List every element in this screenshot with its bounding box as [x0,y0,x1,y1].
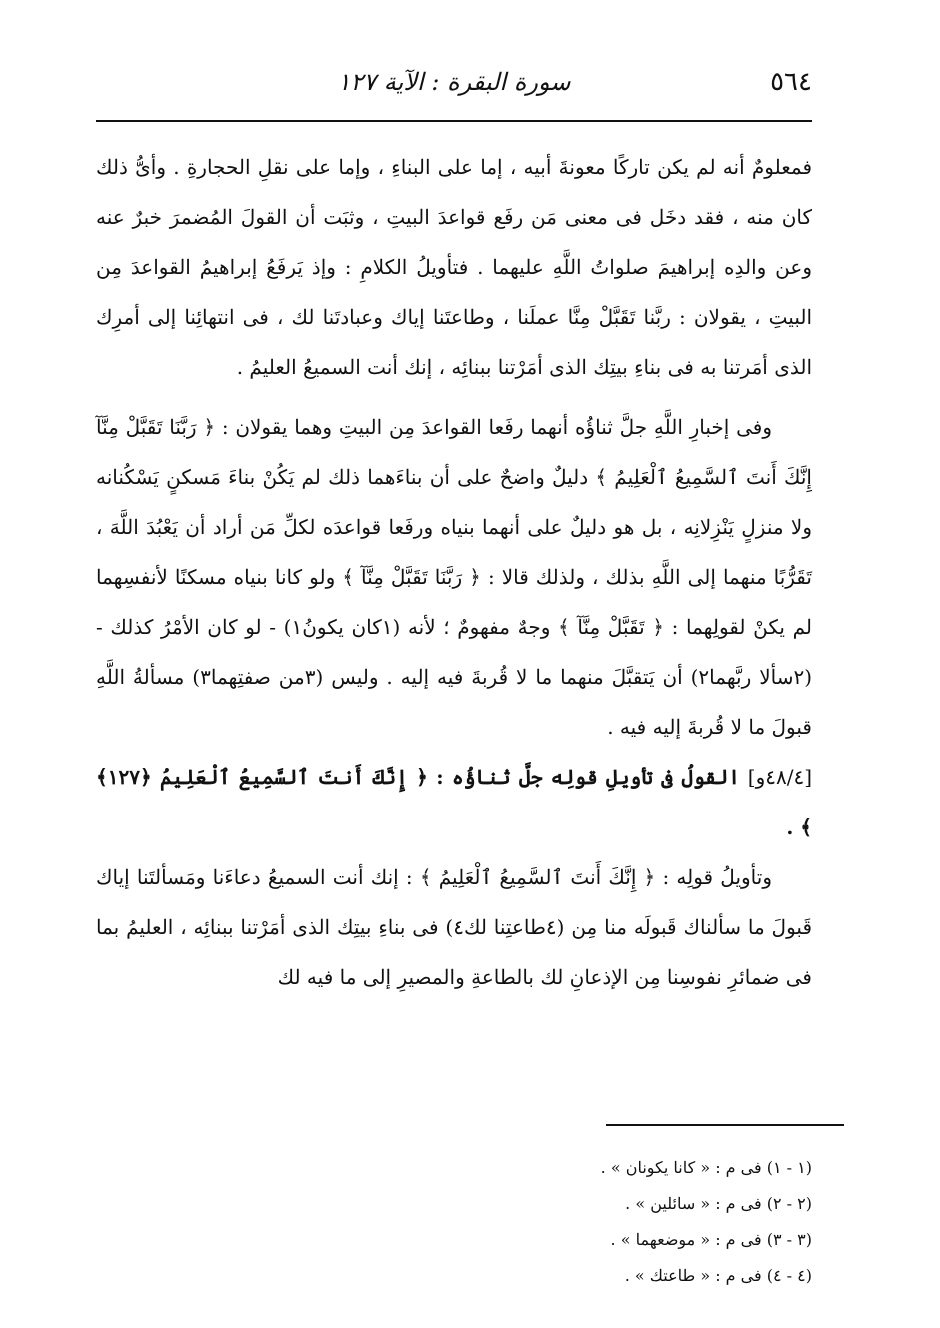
manuscript-folio-marker: [٤٨/٤و] [747,765,813,789]
page-number: ٥٦٤ [770,67,812,97]
running-title: سورة البقرة : الآية ١٢٧ [337,68,571,96]
paragraph-1: فمعلومٌ أنه لم يكن تاركًا معونةَ أبيه ، إما على البناءِ ، وإما على نقلِ الحجارةِ . وأىُّ ذلك كان منه ، فقد دخَل فى معنى مَن رفَع قواعدَ البيتِ ، وثبَت أن القولَ المُضمرَ خبرٌ عنه وعن والدِه إبراهيمَ صلواتُ اللَّهِ عليهما . فتأويلُ الكلامِ : وإذ يَرفَعُ إبراهيمُ القواعدَ مِن البيتِ ، يقولان : ربَّنا تَقَبَّلْ مِنَّا عملَنا ، وطاعتَنا إياك وعبادتَنا لك ، فى انتهائِنا إلى أمرِك الذى أمَرتنا به فى بناءِ بيتِك الذى أمَرْتنا ببنائِه ، إنك أنت السميعُ العليمُ . [96,155,812,379]
main-text [96,142,812,1002]
section-heading-title: القولُ فى تأويلِ قولِه جلَّ ثناؤُه : ﴿ إِنَّكَ أَنتَ ٱلسَّمِيعُ ٱلْعَلِيمُ ﴿١٢٧﴾ ﴾ . [96,765,812,839]
paragraph-2: وفى إخبارِ اللَّهِ جلَّ ثناؤُه أنهما رفَعا القواعدَ مِن البيتِ وهما يقولان : ﴿ رَبَّنَا تَقَبَّلْ مِنَّآ إِنَّكَ أَنتَ ٱلسَّمِيعُ ٱلْعَلِيمُ ﴾ دليلٌ واضحٌ على أن بناءَهما ذلك لم يَكُنْ بناءَ مَسكنٍ يَسْكُنانه ولا منزلٍ يَنْزِلانِه ، بل هو دليلٌ على أنهما بنياه ورفَعا قواعدَه لكلِّ مَن أراد أن يَعْبُدَ اللَّهَ ، تَقَرُّبًا منهما إلى اللَّهِ بذلك ، ولذلك قالا : ﴿ رَبَّنَا تَقَبَّلْ مِنَّآ ﴾ ولو كانا بنياه مسكنًا لأنفسِهما لم يكنْ لقولِهما : ﴿ تَقَبَّلْ مِنَّآ ﴾ وجهٌ مفهومٌ ؛ لأنه (١كان يكونُ١) - لو كان الأمْرُ كذلك - (٢سألا ربَّهما٢) أن يَتقبَّلَ منهما ما لا قُربةَ فيه إليه . وليس (٣من صفتِهما٣) مسألةُ اللَّهِ قبولَ ما لا قُربةَ إليه فيه . [96,415,813,739]
footnote-3: (٣ - ٣) فى م : « موضعهما » . [610,1230,812,1249]
header-rule [96,120,812,122]
footnote-rule [606,1124,844,1126]
footnote-1: (١ - ١) فى م : « كانا يكونان » . [600,1158,812,1177]
paragraph-3: وتأويلُ قولِه : ﴿ إِنَّكَ أَنتَ ٱلسَّمِيعُ ٱلْعَلِيمُ ﴾ : إنك أنت السميعُ دعاءَنا ومَسألتَنا إياك قَبولَ ما سألناك قَبولَه منا مِن (٤طاعتِنا لك٤) فى بناءِ بيتِك الذى أمَرْتنا ببنائِه ، العليمُ بما فى ضمائرِ نفوسِنا مِن الإذعانِ لك بالطاعةِ والمصيرِ إلى ما فيه لك [96,865,813,989]
footnote-2: (٢ - ٢) فى م : « سائلين » . [625,1194,812,1213]
footnotes [96,1150,812,1294]
section-heading [96,752,812,852]
page-header [96,62,812,112]
footnote-4: (٤ - ٤) فى م : « طاعتك » . [624,1266,812,1285]
